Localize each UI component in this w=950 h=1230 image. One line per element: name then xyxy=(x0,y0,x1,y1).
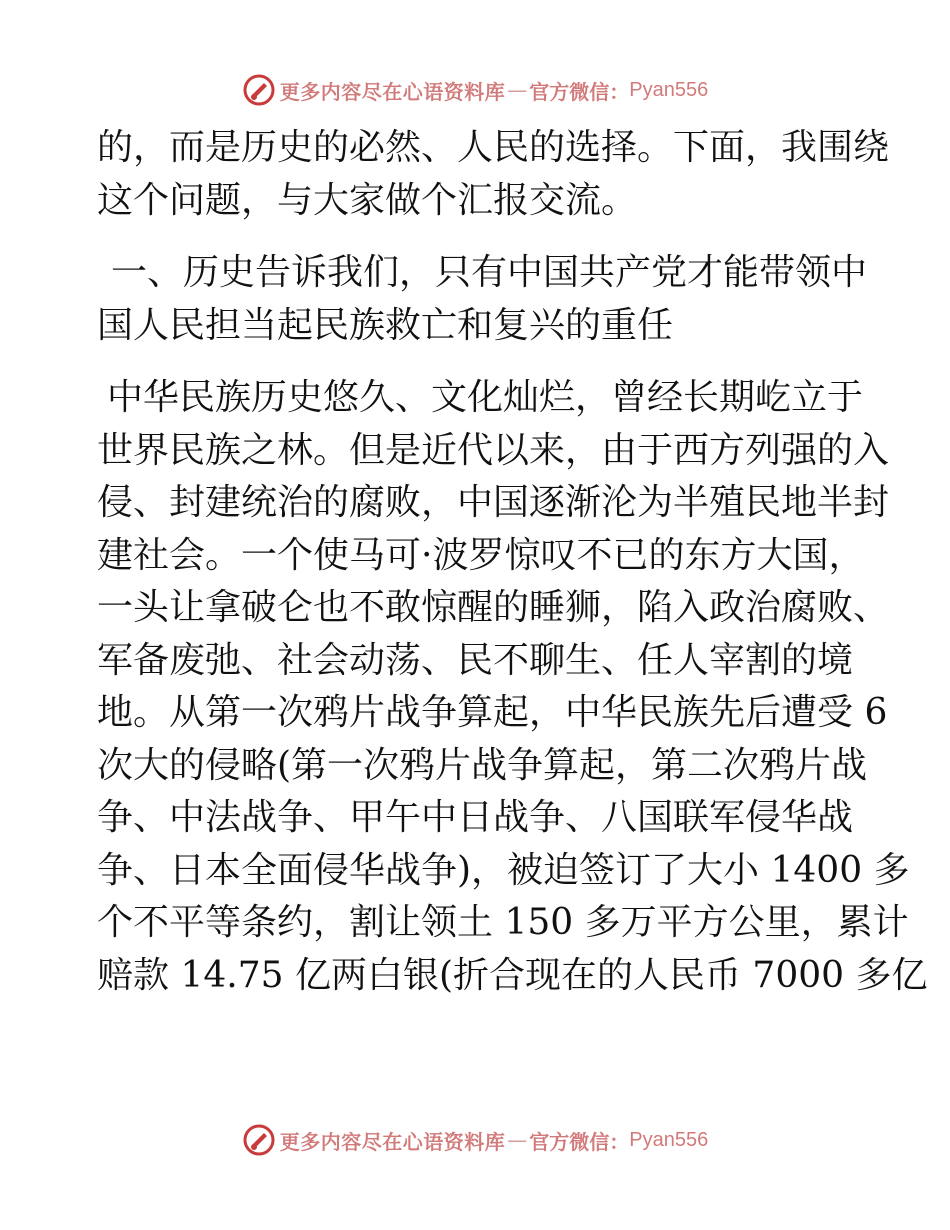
heading-line: 国人民担当起民族救亡和复兴的重任 xyxy=(97,304,674,346)
watermark-separator: — xyxy=(507,1128,528,1152)
text-line: 的，而是历史的必然、人民的选择。下面，我围绕 xyxy=(97,127,890,168)
watermark-banner-top xyxy=(0,70,950,110)
heading-line: 一、历史告诉我们，只有中国共产党才能带领中 xyxy=(111,252,868,293)
text-line: 次大的侵略(第一次鸦片战争算起，第二次鸦片战 xyxy=(97,744,868,786)
watermark-wechat-id: Pyan556 xyxy=(629,78,709,101)
text-line: 侵、封建统治的腐败，中国逐渐沦为半殖民地半封 xyxy=(97,482,890,523)
text-line: 争、日本全面侵华战争)，被迫签订了大小 1400 多 xyxy=(97,849,910,891)
text-line: 一头让拿破仑也不敢惊醒的睡狮，陷入政治腐败、 xyxy=(97,587,890,628)
brand-logo-icon xyxy=(242,73,276,107)
document-body xyxy=(97,122,928,1002)
watermark-wechat-label: 官方微信： xyxy=(529,1129,630,1154)
watermark-banner-bottom xyxy=(0,1120,950,1160)
watermark-separator: — xyxy=(507,78,528,102)
text-line: 建社会。一个使马可·波罗惊叹不已的东方大国， xyxy=(97,534,865,576)
text-line: 中华民族历史悠久、文化灿烂，曾经长期屹立于 xyxy=(107,377,864,418)
watermark-wechat-id: Pyan556 xyxy=(629,1128,709,1151)
paragraph-2 xyxy=(97,372,928,1002)
text-line: 争、中法战争、甲午中日战争、八国联军侵华战 xyxy=(97,797,854,838)
text-line: 地。从第一次鸦片战争算起，中华民族先后遭受 6 xyxy=(97,692,888,733)
text-line: 世界民族之林。但是近代以来，由于西方列强的入 xyxy=(97,429,890,471)
text-line: 军备废弛、社会动荡、民不聊生、任人宰割的境 xyxy=(97,639,854,681)
watermark-brand-text: 更多内容尽在心语资料库 xyxy=(279,79,506,104)
brand-logo-icon xyxy=(242,1123,276,1157)
text-line: 赔款 14.75 亿两白银(折合现在的人民币 7000 多亿 xyxy=(97,954,928,996)
watermark-brand-text: 更多内容尽在心语资料库 xyxy=(279,1129,506,1154)
paragraph-1 xyxy=(97,122,890,227)
watermark-wechat-label: 官方微信： xyxy=(529,79,630,104)
section-heading-1 xyxy=(97,247,867,352)
text-line: 个不平等条约，割让领土 150 多万平方公里，累计 xyxy=(97,902,909,943)
text-line: 这个问题，与大家做个汇报交流。 xyxy=(97,179,638,221)
